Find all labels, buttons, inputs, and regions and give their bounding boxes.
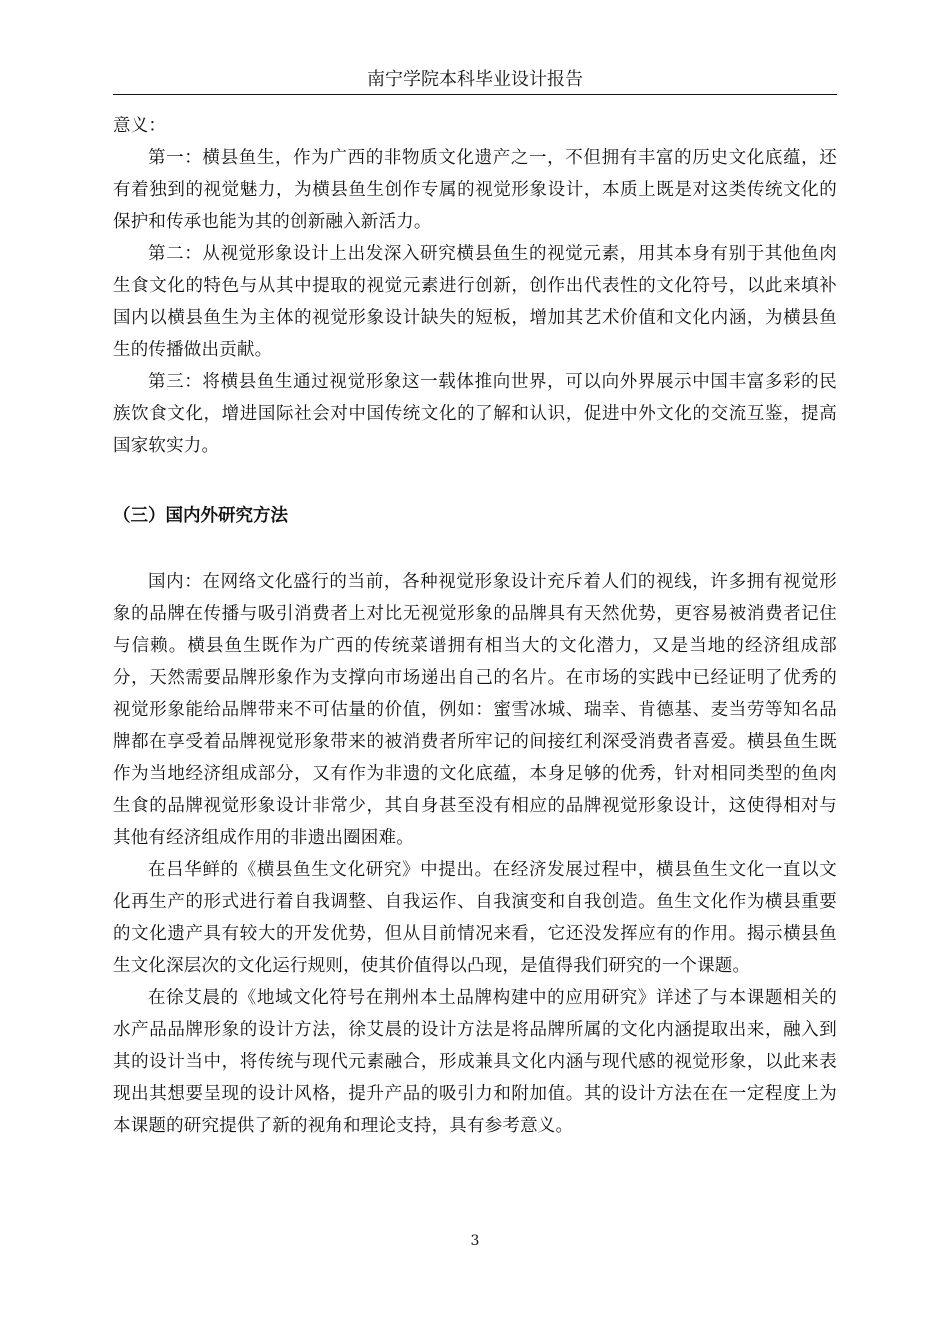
paragraph-first-point: 第一：横县鱼生，作为广西的非物质文化遗产之一，不但拥有丰富的历史文化底蕴，还有着独到的视觉魅力，为横县鱼生创作专属的视觉形象设计，本质上既是对这类传统文化的保护和传承也能为其的创新融入新活力。 [113, 148, 837, 232]
spacer [113, 532, 837, 566]
paragraph-significance-label: 意义： [113, 116, 167, 136]
spacer [113, 462, 837, 500]
header-divider [113, 94, 837, 95]
body-text [113, 110, 837, 1142]
page-number: 3 [470, 1233, 480, 1249]
paragraph-domestic: 国内：在网络文化盛行的当前，各种视觉形象设计充斥着人们的视线，许多拥有视觉形象的品牌在传播与吸引消费者上对比无视觉形象的品牌具有天然优势，更容易被消费者记住与信赖。横县鱼生既作为广西的传统菜谱拥有相当大的文化潜力，又是当地的经济组成部分，天然需要品牌形象作为支撑向市场递出自己的名片。在市场的实践中已经证明了优秀的视觉形象能给品牌带来不可估量的价值，例如：蜜雪冰城、瑞幸、肯德基、麦当劳等知名品牌都在享受着品牌视觉形象带来的被消费者所牢记的间接红利深受消费者喜爱。横县鱼生既作为当地经济组成部分，又有作为非遗的文化底蕴，本身足够的优秀，针对相同类型的鱼肉生食的品牌视觉形象设计非常少，其自身甚至没有相应的品牌视觉形象设计，这使得相对与其他有经济组成作用的非遗出圈困难。 [113, 572, 837, 848]
paragraph-xu-aichen: 在徐艾晨的《地域文化符号在荆州本土品牌构建中的应用研究》详述了与本课题相关的水产品品牌形象的设计方法，徐艾晨的设计方法是将品牌所属的文化内涵提取出来，融入到其的设计当中，将传统与现代元素融合，形成兼具文化内涵与现代感的视觉形象，以此来表现出其想要呈现的设计风格，提升产品的吸引力和附加值。其的设计方法在在一定程度上为本课题的研究提供了新的视角和理论支持，具有参考意义。 [113, 988, 837, 1136]
paragraph-lv-huaxian: 在吕华鲜的《横县鱼生文化研究》中提出。在经济发展过程中，横县鱼生文化一直以文化再生产的形式进行着自我调整、自我运作、自我演变和自我创造。鱼生文化作为横县重要的文化遗产具有较大的开发优势，但从目前情况来看，它还没发挥应有的作用。揭示横县鱼生文化深层次的文化运行规则，使其价值得以凸现，是值得我们研究的一个课题。 [113, 860, 837, 976]
running-header: 南宁学院本科毕业设计报告 [367, 69, 583, 90]
paragraph-third-point: 第三：将横县鱼生通过视觉形象这一载体推向世界，可以向外界展示中国丰富多彩的民族饮食文化，增进国际社会对中国传统文化的了解和认识，促进中外文化的交流互鉴，提高国家软实力。 [113, 372, 837, 456]
section-heading: （三）国内外研究方法 [113, 506, 288, 526]
paragraph-second-point: 第二：从视觉形象设计上出发深入研究横县鱼生的视觉元素，用其本身有别于其他鱼肉生食文化的特色与从其中提取的视觉元素进行创新，创作出代表性的文化符号，以此来填补国内以横县鱼生为主体的视觉形象设计缺失的短板，增加其艺术价值和文化内涵，为横县鱼生的传播做出贡献。 [113, 244, 837, 360]
